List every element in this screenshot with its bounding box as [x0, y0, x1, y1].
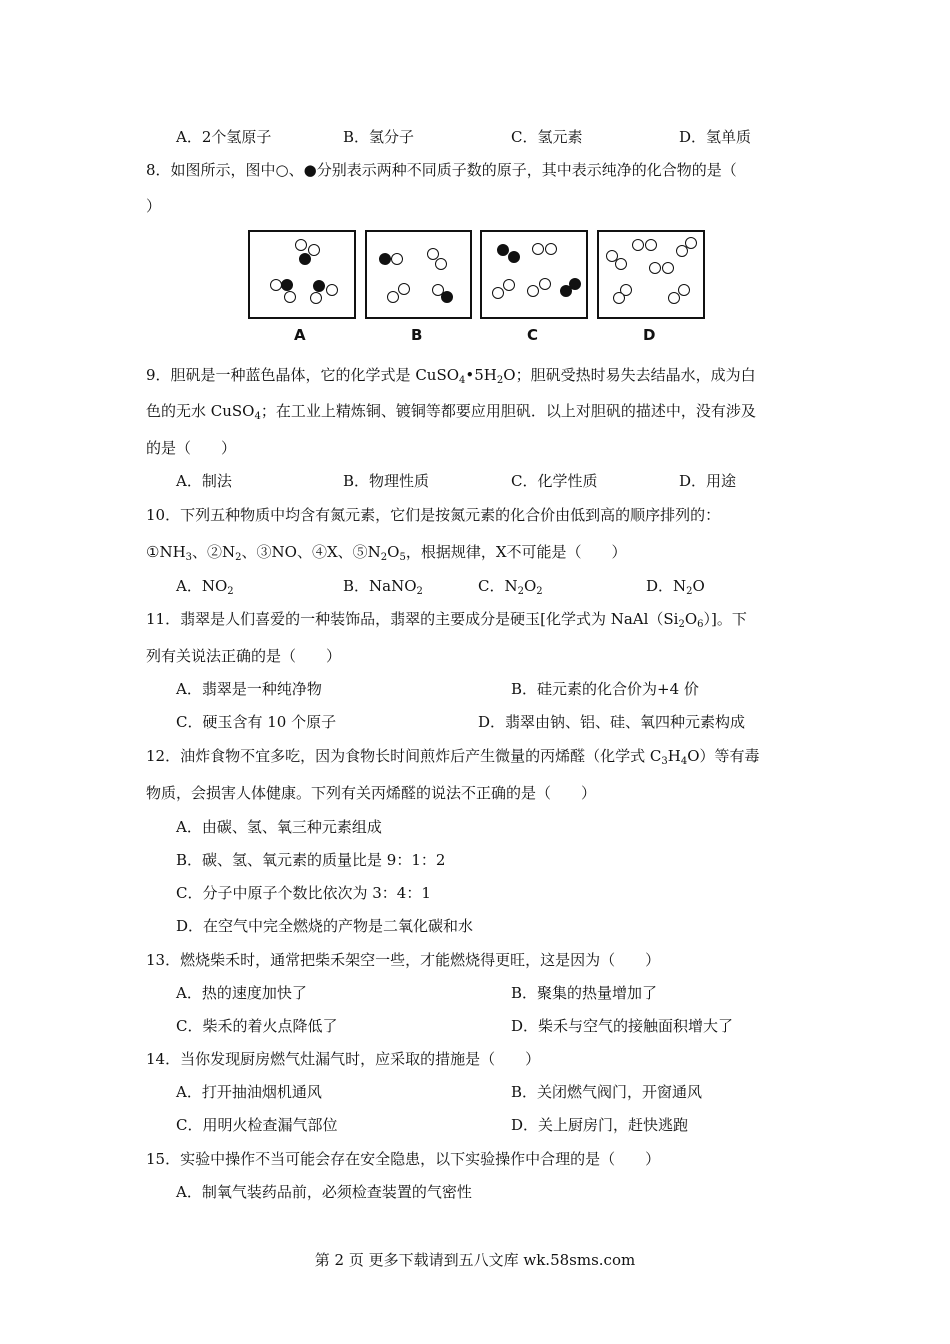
figure-label-b: B	[411, 326, 423, 344]
q12-option-a: A．由碳、氢、氧三种元素组成	[176, 818, 382, 836]
q11-option-d: D．翡翠由钠、铝、硅、氧四种元素构成	[478, 713, 746, 731]
white-atom	[545, 243, 557, 255]
figure-box-d	[597, 230, 705, 319]
white-atom	[284, 291, 296, 303]
figure-label-d: D	[643, 326, 656, 344]
q14-option-d: D．关上厨房门，赶快逃跑	[511, 1116, 689, 1134]
figure-box-c	[480, 230, 588, 319]
q12-stem-line1: 12．油炸食物不宜多吃，因为食物长时间煎炸后产生微量的丙烯醛（化学式 $C_3H_4O$）等有毒	[146, 747, 760, 767]
q15-option-a: A．制氧气装药品前，必须检查装置的气密性	[176, 1183, 472, 1201]
q13-stem: 13．燃烧柴禾时，通常把柴禾架空一些，才能燃烧得更旺，这是因为（ ）	[146, 951, 661, 969]
q10-option-c: C．$N_2O_2$	[478, 577, 543, 597]
white-atom	[503, 279, 515, 291]
white-atom	[539, 278, 551, 290]
q12-option-d: D．在空气中完全燃烧的产物是二氧化碳和水	[176, 917, 474, 935]
white-atom	[387, 291, 399, 303]
white-atom	[613, 292, 625, 304]
page-footer: 第 2 页 更多下载请到五八文库 wk.58sms.com	[314, 1251, 636, 1269]
white-atom	[435, 258, 447, 270]
q7-option-c: C．氢元素	[511, 128, 583, 146]
q13-option-c: C．柴禾的着火点降低了	[176, 1017, 338, 1035]
black-atom	[281, 279, 293, 291]
white-atom	[398, 283, 410, 295]
q14-option-a: A．打开抽油烟机通风	[176, 1083, 322, 1101]
black-atom	[379, 253, 391, 265]
q11-stem-line2: 列有关说法正确的是（ ）	[146, 647, 342, 665]
q7-option-a: A．2个氢原子	[176, 128, 272, 146]
white-atom	[308, 244, 320, 256]
black-atom	[313, 280, 325, 292]
q10-stem-line2: $①NH_3$、$②N_2$、③NO、④X、$⑤N_2O_5$，根据规律，X不可能是（ ）	[146, 543, 627, 563]
q10-option-a: A．$NO_2$	[176, 577, 234, 597]
q9-option-b: B．物理性质	[343, 472, 430, 490]
black-atom	[441, 291, 453, 303]
figure-label-a: A	[294, 326, 306, 344]
white-atom	[668, 292, 680, 304]
white-atom	[678, 284, 690, 296]
q14-option-b: B．关闭燃气阀门，开窗通风	[511, 1083, 703, 1101]
q12-option-c: C．分子中原子个数比依次为 3：4：1	[176, 884, 431, 902]
figure-label-c: C	[527, 326, 539, 344]
q12-stem-line2: 物质，会损害人体健康。下列有关丙烯醛的说法不正确的是（ ）	[146, 784, 597, 802]
q11-stem-line1: 11．翡翠是人们喜爱的一种装饰品，翡翠的主要成分是硬玉[化学式为 $NaAl(Si_2O_6)$]。下	[146, 610, 747, 630]
white-atom	[649, 262, 661, 274]
q9-option-d: D．用途	[679, 472, 737, 490]
black-atom	[299, 253, 311, 265]
q14-stem: 14．当你发现厨房燃气灶漏气时，应采取的措施是（ ）	[146, 1050, 541, 1068]
q11-option-c: C．硬玉含有 10 个原子	[176, 713, 337, 731]
q9-option-a: A．制法	[176, 472, 232, 490]
q13-option-d: D．柴禾与空气的接触面积增大了	[511, 1017, 734, 1035]
q10-option-b: B．NaNO$_2$	[343, 577, 423, 597]
q9-stem-line3: 的是（ ）	[146, 439, 237, 457]
white-atom	[527, 285, 539, 297]
white-atom	[326, 284, 338, 296]
white-atom	[532, 243, 544, 255]
white-atom	[676, 245, 688, 257]
black-atom	[497, 244, 509, 256]
q11-option-b: B．硅元素的化合价为+4 价	[511, 680, 699, 698]
white-atom	[632, 239, 644, 251]
white-atom	[295, 239, 307, 251]
q7-option-d: D．氢单质	[679, 128, 752, 146]
q7-option-b: B．氢分子	[343, 128, 415, 146]
white-atom	[662, 262, 674, 274]
white-atom	[391, 253, 403, 265]
figure-box-a	[248, 230, 356, 319]
q8-stem-line2: ）	[146, 197, 162, 215]
q14-option-c: C．用明火检查漏气部位	[176, 1116, 338, 1134]
q13-option-b: B．聚集的热量增加了	[511, 984, 658, 1002]
figure-box-b	[365, 230, 472, 319]
q10-stem-line1: 10．下列五种物质中均含有氮元素，它们是按氮元素的化合价由低到高的顺序排列的：	[146, 506, 721, 524]
q10-option-d: D．$N_2O$	[646, 577, 705, 597]
black-atom	[508, 251, 520, 263]
q11-option-a: A．翡翠是一种纯净物	[176, 680, 322, 698]
q15-stem: 15．实验中操作不当可能会存在安全隐患，以下实验操作中合理的是（ ）	[146, 1150, 661, 1168]
white-atom	[492, 287, 504, 299]
q8-stem-line1: 8．如图所示，图中○、●分别表示两种不同质子数的原子，其中表示纯净的化合物的是（	[146, 161, 737, 179]
q13-option-a: A．热的速度加快了	[176, 984, 307, 1002]
q12-option-b: B．碳、氢、氧元素的质量比是 9：1：2	[176, 851, 446, 869]
white-atom	[615, 258, 627, 270]
q9-option-c: C．化学性质	[511, 472, 598, 490]
white-atom	[645, 239, 657, 251]
white-atom	[310, 292, 322, 304]
black-atom	[569, 278, 581, 290]
q9-stem-line2: 色的无水 CuSO$_4$；在工业上精炼铜、镀铜等都要应用胆矾．以上对胆矾的描述中，没有涉及	[146, 402, 756, 422]
q9-stem-line1: 9．胆矾是一种蓝色晶体，它的化学式是 $CuSO_4•5H_2O$；胆矾受热时易失去结晶水，成为白	[146, 366, 756, 386]
